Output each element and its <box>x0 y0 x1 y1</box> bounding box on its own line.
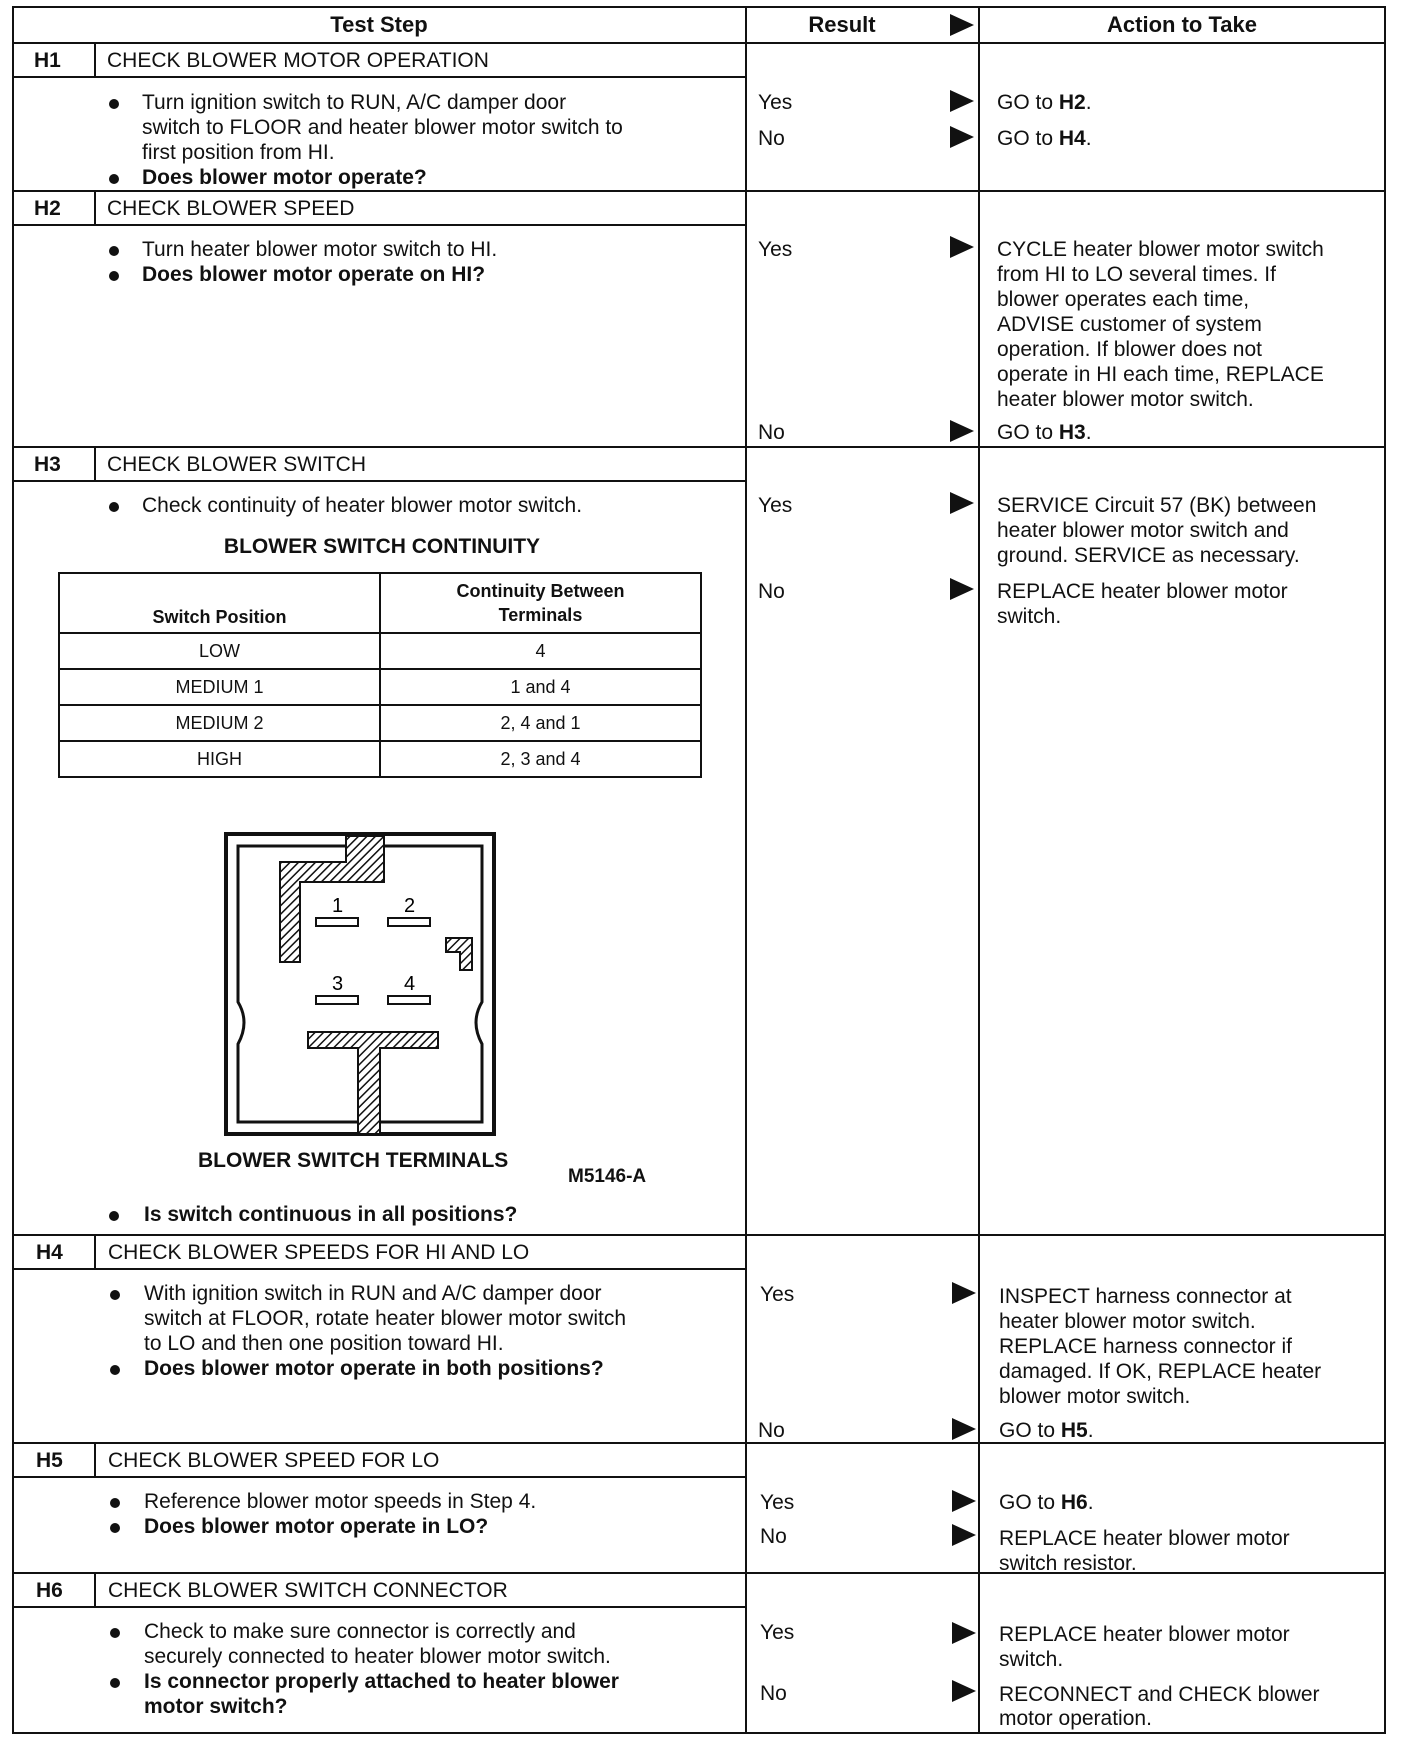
arrow-icon <box>950 420 974 442</box>
step-text: switch to FLOOR and heater blower motor switch to <box>142 116 623 139</box>
cell-terminals: 4 <box>380 633 701 669</box>
continuity-table <box>58 572 702 778</box>
cell-terminals: 2, 3 and 4 <box>380 741 701 777</box>
step-text: Check to make sure connector is correctly and <box>144 1620 576 1643</box>
arrow-icon <box>952 1490 976 1512</box>
step-text: Check continuity of heater blower motor switch. <box>142 494 583 517</box>
action-text: from HI to LO several times. If <box>997 263 1276 286</box>
bullet-icon <box>109 1211 119 1221</box>
action-text: CYCLE heater blower motor switch <box>997 238 1324 261</box>
step-question: Does blower motor operate in both positions? <box>144 1357 604 1380</box>
action-text: switch. <box>999 1648 1064 1671</box>
step-question: Is connector properly attached to heater blower <box>144 1670 619 1693</box>
action-text: blower motor switch. <box>999 1385 1191 1408</box>
arrow-icon <box>952 1282 976 1304</box>
arrow-icon <box>952 1524 976 1546</box>
action-text: motor operation. <box>999 1707 1152 1730</box>
action-text: operation. If blower does not <box>997 338 1263 361</box>
bullet-icon <box>110 1628 120 1638</box>
action-text: switch. <box>997 605 1062 628</box>
step-title-h2: CHECK BLOWER SPEED <box>107 197 355 220</box>
action-text: ADVISE customer of system <box>997 313 1262 336</box>
arrow-icon <box>950 126 974 148</box>
table-row <box>59 705 701 741</box>
arrow-icon <box>952 1622 976 1644</box>
arrow-icon <box>952 1418 976 1440</box>
table-row <box>59 741 701 777</box>
step-text: With ignition switch in RUN and A/C damper door <box>144 1282 602 1305</box>
action-text: REPLACE heater blower motor <box>999 1623 1290 1646</box>
bullet-icon <box>109 99 119 109</box>
action-text: REPLACE harness connector if <box>999 1335 1292 1358</box>
bullet-icon <box>109 174 119 184</box>
step-title-h3: CHECK BLOWER SWITCH <box>107 453 367 476</box>
step-text: Turn ignition switch to RUN, A/C damper door <box>142 91 567 114</box>
diagram-caption: BLOWER SWITCH TERMINALS <box>198 1149 509 1172</box>
action-text: heater blower motor switch. <box>997 388 1254 411</box>
diagram-code: M5146-A <box>568 1166 647 1187</box>
action-text: INSPECT harness connector at <box>999 1285 1292 1308</box>
step-question: Does blower motor operate on HI? <box>142 263 486 286</box>
step-title-h5: CHECK BLOWER SPEED FOR LO <box>108 1449 440 1472</box>
cell-position: LOW <box>59 633 380 669</box>
step-title-h4: CHECK BLOWER SPEEDS FOR HI AND LO <box>108 1241 530 1264</box>
action-text: REPLACE heater blower motor <box>999 1527 1290 1550</box>
action-text: RECONNECT and CHECK blower <box>999 1683 1320 1706</box>
terminal-label-4: 4 <box>404 973 416 995</box>
arrow-icon <box>950 578 974 600</box>
action-text: GO to H2. <box>997 91 1092 114</box>
arrow-icon <box>950 90 974 112</box>
step-title-h1: CHECK BLOWER MOTOR OPERATION <box>107 49 489 72</box>
cell-position: MEDIUM 1 <box>59 669 380 705</box>
action-text: ground. SERVICE as necessary. <box>997 544 1300 567</box>
header-action: Action to Take <box>1107 12 1257 37</box>
step-title-h6: CHECK BLOWER SWITCH CONNECTOR <box>108 1579 508 1602</box>
step-text: Turn heater blower motor switch to HI. <box>142 238 498 261</box>
table-row <box>59 633 701 669</box>
header-test-step: Test Step <box>330 12 428 37</box>
action-text: GO to H4. <box>997 127 1092 150</box>
result-no: No <box>758 580 785 603</box>
step-id-h1: H1 <box>34 49 61 72</box>
step-id-h3: H3 <box>34 453 61 476</box>
result-no: No <box>758 127 785 150</box>
bullet-icon <box>110 1365 120 1375</box>
bullet-icon <box>110 1678 120 1688</box>
step-text: switch at FLOOR, rotate heater blower motor switch <box>144 1307 627 1330</box>
result-no: No <box>760 1525 787 1548</box>
step-id-h4: H4 <box>36 1241 63 1264</box>
arrow-icon <box>950 492 974 514</box>
header-result: Result <box>808 12 876 37</box>
action-text: operate in HI each time, REPLACE <box>997 363 1324 386</box>
cell-terminals: 1 and 4 <box>380 669 701 705</box>
terminal-label-1: 1 <box>332 895 344 917</box>
bullet-icon <box>109 246 119 256</box>
action-text: blower operates each time, <box>997 288 1250 311</box>
cell-terminals: 2, 4 and 1 <box>380 705 701 741</box>
step-text: to LO and then one position toward HI. <box>144 1332 504 1355</box>
step-id-h2: H2 <box>34 197 61 220</box>
result-yes: Yes <box>758 91 793 114</box>
result-yes: Yes <box>758 494 793 517</box>
step-question: Is switch continuous in all positions? <box>144 1203 518 1226</box>
bullet-icon <box>109 502 119 512</box>
step-text: Reference blower motor speeds in Step 4. <box>144 1490 537 1513</box>
step-question: Does blower motor operate in LO? <box>144 1515 489 1538</box>
step-id-h6: H6 <box>36 1579 63 1602</box>
arrow-icon <box>950 14 974 36</box>
result-yes: Yes <box>760 1491 795 1514</box>
continuity-col-position: Switch Position <box>59 573 380 633</box>
step-question: Does blower motor operate? <box>142 166 427 189</box>
arrow-icon <box>950 236 974 258</box>
result-no: No <box>758 421 785 444</box>
arrow-icon <box>952 1680 976 1702</box>
action-text: GO to H5. <box>999 1419 1094 1442</box>
action-text: damaged. If OK, REPLACE heater <box>999 1360 1322 1383</box>
step-question: motor switch? <box>144 1695 288 1718</box>
continuity-col-terminals: Continuity Between Terminals <box>380 573 701 633</box>
continuity-title: BLOWER SWITCH CONTINUITY <box>223 535 541 558</box>
bullet-icon <box>110 1498 120 1508</box>
step-id-h5: H5 <box>36 1449 63 1472</box>
table-row <box>59 669 701 705</box>
blower-switch-terminals-diagram <box>202 822 502 1142</box>
step-text: securely connected to heater blower motor switch. <box>144 1645 611 1668</box>
diagnostic-table <box>12 6 1386 1734</box>
action-text: heater blower motor switch. <box>999 1310 1256 1333</box>
action-text: SERVICE Circuit 57 (BK) between <box>997 494 1317 517</box>
result-no: No <box>758 1419 785 1442</box>
terminal-label-3: 3 <box>332 973 344 995</box>
terminal-label-2: 2 <box>404 895 416 917</box>
action-text: GO to H6. <box>999 1491 1094 1514</box>
action-text: switch resistor. <box>999 1552 1137 1575</box>
action-text: GO to H3. <box>997 421 1092 444</box>
action-text: heater blower motor switch and <box>997 519 1289 542</box>
result-no: No <box>760 1682 787 1705</box>
bullet-icon <box>110 1290 120 1300</box>
cell-position: HIGH <box>59 741 380 777</box>
cell-position: MEDIUM 2 <box>59 705 380 741</box>
result-yes: Yes <box>758 238 793 261</box>
bullet-icon <box>110 1523 120 1533</box>
step-text: first position from HI. <box>142 141 335 164</box>
bullet-icon <box>109 271 119 281</box>
result-yes: Yes <box>760 1283 795 1306</box>
result-yes: Yes <box>760 1621 795 1644</box>
action-text: REPLACE heater blower motor <box>997 580 1288 603</box>
